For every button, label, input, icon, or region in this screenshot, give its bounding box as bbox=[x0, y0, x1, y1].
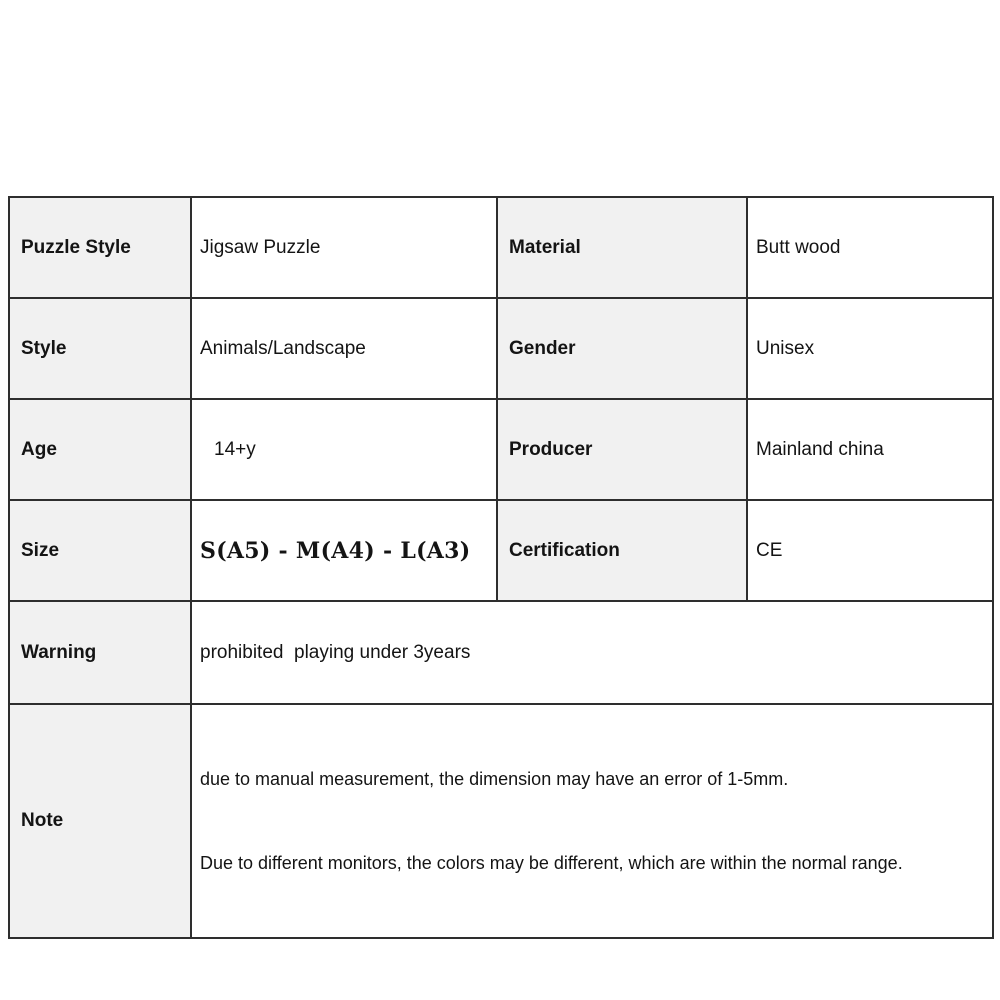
label-certification: Certification bbox=[497, 500, 747, 601]
spec-row-note bbox=[9, 704, 993, 938]
value-producer: Mainland china bbox=[747, 399, 993, 500]
spec-row-warning bbox=[9, 601, 993, 704]
note-line-2: Due to different monitors, the colors may be different, which are within the normal range. bbox=[200, 853, 903, 873]
spec-row-age bbox=[9, 399, 993, 500]
label-warning: Warning bbox=[9, 601, 191, 704]
value-puzzle-style: Jigsaw Puzzle bbox=[191, 197, 497, 298]
value-size: S(A5) - M(A4) - L(A3) bbox=[191, 500, 497, 601]
spec-row-puzzle-style bbox=[9, 197, 993, 298]
value-warning: prohibited playing under 3years bbox=[191, 601, 993, 704]
label-age: Age bbox=[9, 399, 191, 500]
label-note: Note bbox=[9, 704, 191, 938]
spec-row-style bbox=[9, 298, 993, 399]
note-line-1: due to manual measurement, the dimension may have an error of 1-5mm. bbox=[200, 769, 789, 789]
label-material: Material bbox=[497, 197, 747, 298]
spec-row-size bbox=[9, 500, 993, 601]
value-age: 14+y bbox=[191, 399, 497, 500]
value-note bbox=[191, 704, 993, 938]
label-producer: Producer bbox=[497, 399, 747, 500]
value-style: Animals/Landscape bbox=[191, 298, 497, 399]
label-gender: Gender bbox=[497, 298, 747, 399]
value-gender: Unisex bbox=[747, 298, 993, 399]
label-puzzle-style: Puzzle Style bbox=[9, 197, 191, 298]
label-size: Size bbox=[9, 500, 191, 601]
label-style: Style bbox=[9, 298, 191, 399]
product-spec-table bbox=[8, 196, 994, 939]
value-material: Butt wood bbox=[747, 197, 993, 298]
value-certification: CE bbox=[747, 500, 993, 601]
